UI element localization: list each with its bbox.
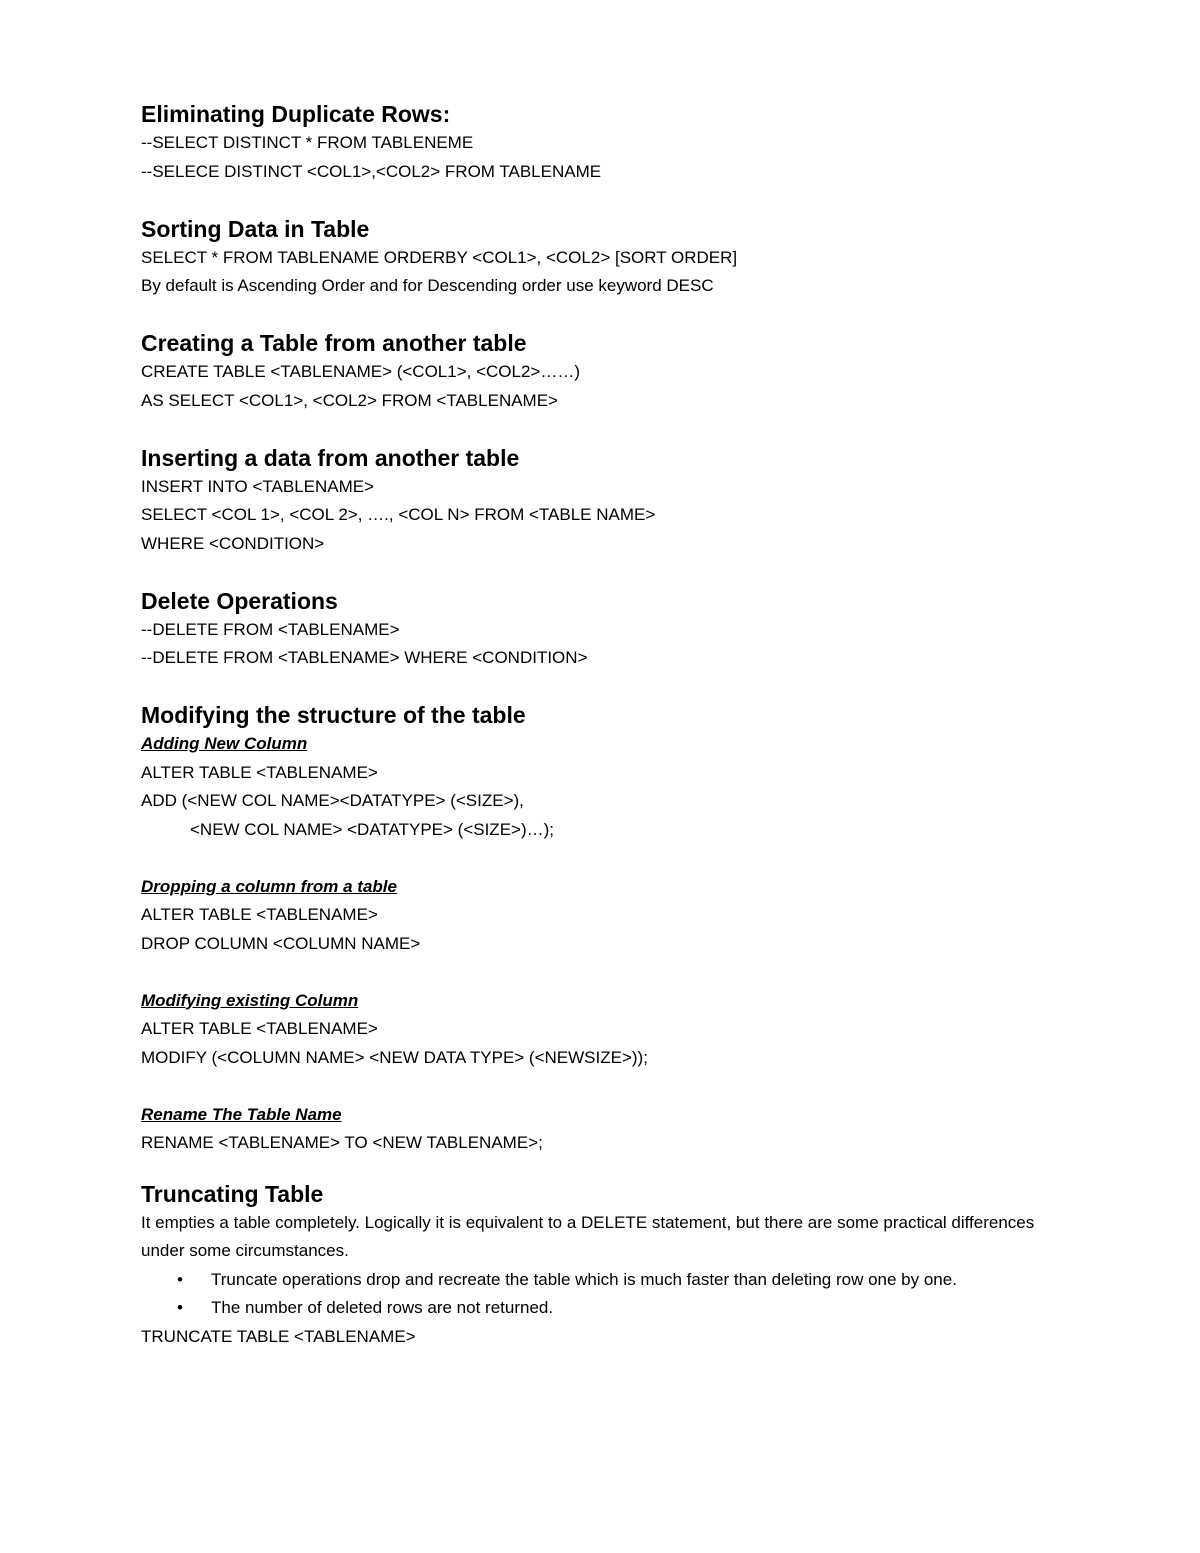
heading-inserting-data: Inserting a data from another table <box>141 444 520 471</box>
code-line: WHERE <CONDITION> <box>141 533 325 553</box>
heading-creating-table: Creating a Table from another table <box>141 330 527 356</box>
code-line: ALTER TABLE <TABLENAME> <box>141 905 378 924</box>
code-line: SELECT <COL 1>, <COL 2>, …., <COL N> FROM <TABLE NAME> <box>141 505 656 524</box>
code-line: --DELETE FROM <TABLENAME> WHERE <CONDITION> <box>141 648 588 667</box>
code-line: --DELETE FROM <TABLENAME> <box>141 619 400 639</box>
heading-truncating-table: Truncating Table <box>141 1180 324 1207</box>
code-line: DROP COLUMN <COLUMN NAME> <box>141 933 421 953</box>
list-item-text: Truncate operations drop and recreate the table which is much faster than deleting row one by one. <box>211 1269 957 1289</box>
code-line: ADD (<NEW COL NAME><DATATYPE> (<SIZE>), <box>141 791 524 810</box>
spacer <box>141 673 1101 702</box>
code-line: ALTER TABLE <TABLENAME> <box>141 762 378 782</box>
code-line: --SELECE DISTINCT <COL1>,<COL2> FROM TABLENAME <box>141 161 602 181</box>
code-line: AS SELECT <COL1>, <COL2> FROM <TABLENAME> <box>141 390 558 410</box>
spacer <box>141 558 1101 587</box>
spacer <box>141 844 1101 873</box>
list-item-text: The number of deleted rows are not returned. <box>211 1298 554 1317</box>
list-item <box>177 1266 1051 1295</box>
code-line: <NEW COL NAME> <DATATYPE> (<SIZE>)…); <box>190 819 555 839</box>
spacer <box>141 958 1101 987</box>
spacer <box>141 186 1101 215</box>
subheading-adding-new-column: Adding New Column <box>141 734 308 753</box>
code-line: RENAME <TABLENAME> TO <NEW TABLENAME>; <box>141 1133 543 1152</box>
code-line: TRUNCATE TABLE <TABLENAME> <box>141 1326 416 1346</box>
code-line: CREATE TABLE <TABLENAME> (<COL1>, <COL2>……) <box>141 362 581 381</box>
spacer <box>141 301 1101 330</box>
subheading-rename-table: Rename The Table Name <box>141 1104 342 1124</box>
code-line: MODIFY (<COLUMN NAME> <NEW DATA TYPE> (<NEWSIZE>)); <box>141 1047 648 1067</box>
heading-delete-operations: Delete Operations <box>141 587 338 614</box>
code-line: INSERT INTO <TABLENAME> <box>141 476 375 496</box>
spacer <box>141 1072 1101 1101</box>
heading-sorting-data: Sorting Data in Table <box>141 215 370 242</box>
bullet-icon: • <box>177 1269 183 1289</box>
code-line: --SELECT DISTINCT * FROM TABLENEME <box>141 133 474 152</box>
list-item <box>177 1294 1051 1323</box>
document-page <box>141 100 1101 1351</box>
code-line: SELECT * FROM TABLENAME ORDERBY <COL1>, <COL2> [SORT ORDER] <box>141 247 738 267</box>
spacer <box>141 415 1101 444</box>
spacer <box>141 1158 1101 1180</box>
truncate-bullet-list <box>141 1266 1101 1323</box>
heading-modifying-structure: Modifying the structure of the table <box>141 702 526 728</box>
bullet-icon: • <box>177 1298 183 1317</box>
text-line: By default is Ascending Order and for Descending order use keyword DESC <box>141 276 714 295</box>
heading-eliminating-duplicate-rows: Eliminating Duplicate Rows: <box>141 101 451 127</box>
truncate-paragraph: It empties a table completely. Logically it is equivalent to a DELETE statement, but there are some practical differences under some circumstances. <box>141 1212 1035 1260</box>
subheading-dropping-column: Dropping a column from a table <box>141 876 397 896</box>
subheading-modifying-column: Modifying existing Column <box>141 990 359 1010</box>
code-line: ALTER TABLE <TABLENAME> <box>141 1019 378 1038</box>
